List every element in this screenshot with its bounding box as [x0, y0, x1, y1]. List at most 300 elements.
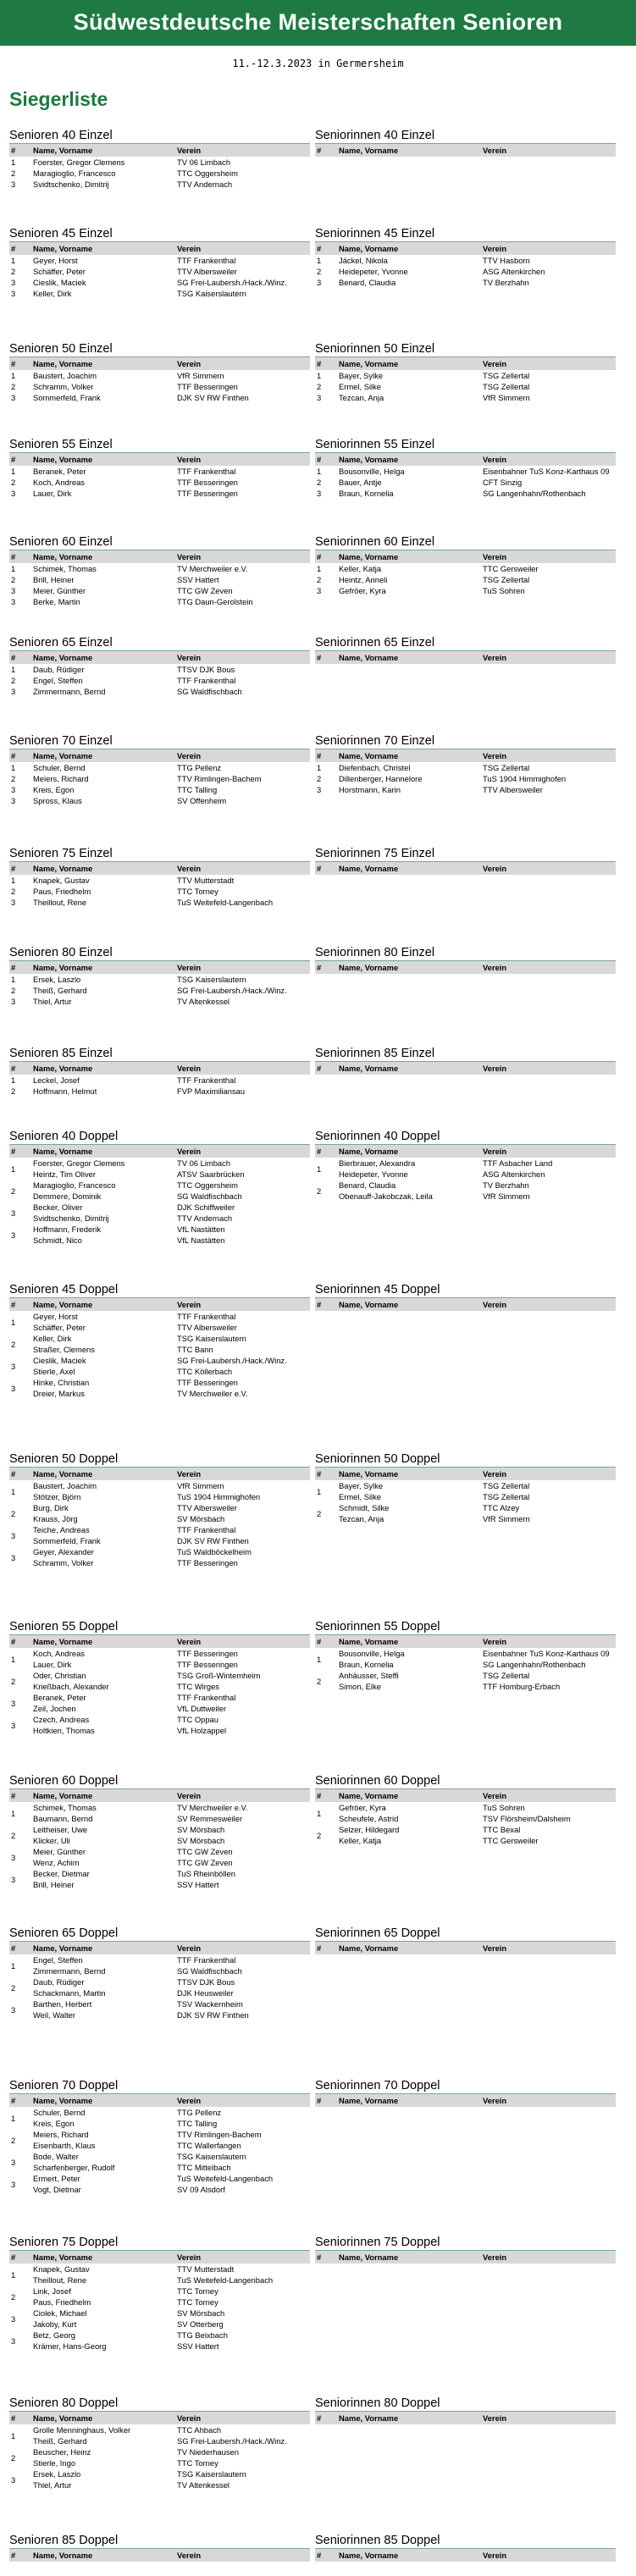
club-cell: TTG Daun-Gerolstein: [177, 597, 253, 606]
player-name-cell: Koch, Andreas: [33, 478, 85, 487]
column-header-place: #: [315, 749, 337, 762]
column-header-name: Name, Vorname: [31, 651, 175, 664]
player-name-cell: Schimek, Thomas: [33, 564, 97, 573]
player-name-cell: Gefröer, Kyra: [339, 586, 386, 595]
column-header-club: Verein: [175, 961, 310, 974]
category-title: Senioren 45 Doppel: [9, 1283, 310, 1298]
table-row: [315, 1824, 616, 1835]
club-cell: DJK Heusweiler: [177, 1988, 234, 1998]
place-cell: 2: [11, 986, 16, 995]
club-cell: TV Altenkessel: [177, 997, 230, 1006]
club-cell: SV Otterberg: [177, 2319, 224, 2329]
club-cell: TTC GW Zeven: [177, 586, 233, 595]
player-name-cell: Keller, Katja: [339, 564, 382, 573]
club-cell: TSG Zellertal: [483, 575, 530, 584]
place-cell: 3: [11, 997, 16, 1006]
category-senioren-70-einzel: [9, 734, 310, 806]
club-cell: TTV Rimlingen-Bachem: [177, 2130, 262, 2139]
club-cell: SG Frei-Laubersh./Hack./Winz.: [177, 278, 287, 287]
club-cell: SV Mörsbach: [177, 2308, 225, 2318]
table-row: [9, 157, 310, 168]
results-table: [315, 1145, 616, 1202]
club-cell: VfR Simmern: [483, 393, 530, 402]
event-date-location: 11.-12.3.2023 in Germersheim: [232, 58, 404, 69]
club-cell: TTV Andernach: [177, 1213, 233, 1223]
player-name-cell: Bauer, Antje: [339, 478, 382, 487]
table-row: [315, 1835, 616, 1846]
column-header-place: #: [315, 1298, 337, 1311]
category-title: Senioren 50 Doppel: [9, 1452, 310, 1468]
category-senioren-65-einzel: [9, 636, 310, 697]
player-name-cell: Svidtschenko, Dimitrij: [33, 1213, 109, 1223]
club-cell: TTF Frankenthal: [177, 1955, 236, 1965]
column-header-club: Verein: [175, 144, 310, 157]
table-row: [9, 266, 310, 277]
club-cell: SG Frei-Laubersh./Hack./Winz.: [177, 2436, 287, 2446]
column-header-club: Verein: [175, 1635, 310, 1648]
table-row: [9, 179, 310, 190]
club-cell: TV Berzhahn: [483, 278, 529, 287]
table-row: [9, 1355, 310, 1366]
club-cell: ASG Altenkirchen: [483, 1169, 545, 1179]
table-header-row: [9, 1942, 310, 1954]
table-row: [9, 596, 310, 607]
place-cell: 1: [11, 2269, 16, 2280]
page-title: Südwestdeutsche Meisterschaften Senioren: [73, 9, 563, 35]
table-row: [315, 1480, 616, 1491]
column-header-club: Verein: [481, 651, 616, 664]
table-row: [315, 1491, 616, 1502]
column-header-name: Name, Vorname: [31, 862, 175, 875]
club-cell: TTF Besseringen: [177, 382, 238, 391]
table-row: [9, 795, 310, 806]
table-row: [9, 1879, 310, 1890]
place-cell: 2: [317, 774, 322, 783]
column-header-name: Name, Vorname: [31, 453, 175, 466]
table-row: [315, 563, 616, 574]
place-cell: 1: [11, 1654, 16, 1664]
table-row: [9, 1224, 310, 1235]
club-cell: TSG Zellertal: [483, 371, 530, 380]
category-seniorinnen-55-doppel: [315, 1620, 616, 1692]
table-header-row: [9, 144, 310, 157]
table-row: [315, 488, 616, 499]
player-name-cell: Scheufele, Astrid: [339, 1814, 399, 1823]
place-cell: 1: [11, 564, 16, 573]
place-cell: 2: [11, 1086, 16, 1096]
results-table: [9, 1298, 310, 1399]
category-seniorinnen-85-einzel: [315, 1047, 616, 1075]
player-name-cell: Theiß, Gerhard: [33, 2436, 87, 2446]
column-header-place: #: [315, 1789, 337, 1802]
player-name-cell: Demmere, Dominik: [33, 1191, 102, 1201]
category-title: Senioren 65 Einzel: [9, 636, 310, 651]
player-name-cell: Krauss, Jörg: [33, 1514, 78, 1523]
results-table: [9, 2251, 310, 2352]
player-name-cell: Baustert, Joachim: [33, 1481, 97, 1490]
player-name-cell: Hinke, Christian: [33, 1378, 90, 1387]
table-row: [9, 2319, 310, 2330]
table-row: [9, 985, 310, 996]
column-header-name: Name, Vorname: [337, 1062, 481, 1075]
column-header-name: Name, Vorname: [337, 2412, 481, 2424]
results-table: [315, 961, 616, 974]
table-row: [9, 974, 310, 985]
club-cell: TTF Asbacher Land: [483, 1158, 553, 1168]
results-table: [315, 1789, 616, 1846]
club-cell: TTC Torney: [177, 887, 218, 896]
place-cell: 2: [11, 169, 16, 178]
player-name-cell: Schuler, Bernd: [33, 763, 86, 772]
club-cell: TTC Wallerfangen: [177, 2141, 241, 2150]
player-name-cell: Sommerfeld, Frank: [33, 1536, 101, 1545]
table-row: [9, 1714, 310, 1725]
table-row: [9, 886, 310, 897]
table-row: [9, 2435, 310, 2446]
category-senioren-55-doppel: [9, 1620, 310, 1736]
club-cell: ATSV Saarbrücken: [177, 1169, 245, 1179]
player-name-cell: Dreier, Markus: [33, 1389, 85, 1398]
player-name-cell: Maragioglio, Francesco: [33, 1180, 116, 1190]
club-cell: TTC Bexal: [483, 1825, 521, 1834]
player-name-cell: Brill, Heiner: [33, 1880, 75, 1889]
club-cell: TTF Besseringen: [177, 1649, 238, 1658]
column-header-club: Verein: [175, 453, 310, 466]
player-name-cell: Obenauff-Jakobczak, Leila: [339, 1191, 433, 1201]
column-header-place: #: [315, 2412, 337, 2424]
player-name-cell: Czech, Andreas: [33, 1715, 90, 1724]
club-cell: TV Niederhausen: [177, 2447, 239, 2457]
club-cell: TuS Rheinböllen: [177, 1869, 235, 1878]
table-row: [9, 1546, 310, 1557]
player-name-cell: Heintz, Tim Oliver: [33, 1169, 96, 1179]
player-name-cell: Kreis, Egon: [33, 785, 75, 794]
table-row: [9, 2457, 310, 2468]
place-cell: 2: [317, 382, 322, 391]
category-title: Senioren 40 Doppel: [9, 1130, 310, 1145]
table-row: [9, 1868, 310, 1879]
column-header-name: Name, Vorname: [31, 1298, 175, 1311]
column-header-place: #: [315, 453, 337, 466]
column-header-club: Verein: [175, 1062, 310, 1075]
player-name-cell: Beuscher, Heinz: [33, 2447, 91, 2457]
club-cell: TTC Mittelbach: [177, 2163, 231, 2172]
category-senioren-65-doppel: [9, 1926, 310, 2020]
category-seniorinnen-40-einzel: [315, 129, 616, 157]
table-row: [9, 488, 310, 499]
player-name-cell: Schimek, Thomas: [33, 1803, 97, 1812]
club-cell: TTG Pellenz: [177, 763, 222, 772]
player-name-cell: Daub, Rüdiger: [33, 665, 85, 674]
club-cell: TSG Kaiserslautern: [177, 289, 246, 298]
club-cell: TSG Zellertal: [483, 763, 530, 772]
table-header-row: [315, 862, 616, 875]
player-name-cell: Betz, Georg: [33, 2330, 76, 2340]
table-row: [9, 1333, 310, 1344]
column-header-place: #: [315, 2549, 337, 2562]
place-cell: 3: [11, 2474, 16, 2485]
club-cell: TTF Besseringen: [177, 1378, 238, 1387]
table-row: [9, 2264, 310, 2275]
player-name-cell: Link, Josef: [33, 2286, 71, 2296]
table-row: [9, 574, 310, 585]
category-seniorinnen-60-doppel: [315, 1774, 616, 1846]
category-seniorinnen-65-doppel: [315, 1926, 616, 1954]
place-cell: 2: [11, 478, 16, 487]
player-name-cell: Knapek, Gustav: [33, 2264, 90, 2274]
player-name-cell: Keller, Dirk: [33, 1334, 72, 1343]
place-cell: 1: [317, 564, 322, 573]
table-row: [9, 773, 310, 784]
table-row: [315, 1681, 616, 1692]
club-cell: TSG Kaiserslautern: [177, 1334, 246, 1343]
category-title: Seniorinnen 70 Einzel: [315, 734, 616, 749]
table-row: [9, 255, 310, 266]
player-name-cell: Benard, Claudia: [339, 1180, 396, 1190]
results-table: [9, 144, 310, 190]
player-name-cell: Ersek, Laszlo: [33, 2469, 81, 2479]
club-cell: TTC Gersweiler: [483, 1836, 539, 1845]
table-row: [315, 266, 616, 277]
table-row: [315, 381, 616, 392]
club-cell: TTSV DJK Bous: [177, 1977, 235, 1987]
player-name-cell: Ermel, Silke: [339, 1492, 382, 1501]
club-cell: TTC Köllerbach: [177, 1367, 233, 1376]
column-header-club: Verein: [175, 1468, 310, 1480]
table-row: [315, 1169, 616, 1180]
club-cell: TTC GW Zeven: [177, 1858, 233, 1867]
category-title: Seniorinnen 70 Doppel: [315, 2079, 616, 2094]
player-name-cell: Schmidt, Silke: [339, 1503, 390, 1512]
column-header-name: Name, Vorname: [31, 2549, 175, 2562]
table-row: [9, 1366, 310, 1377]
results-table: [315, 1298, 616, 1311]
column-header-name: Name, Vorname: [31, 2094, 175, 2107]
player-name-cell: Meiers, Richard: [33, 2130, 89, 2139]
table-row: [315, 1802, 616, 1813]
club-cell: DJK Schiffweiler: [177, 1202, 235, 1212]
table-header-row: [9, 961, 310, 974]
category-seniorinnen-80-einzel: [315, 946, 616, 974]
player-name-cell: Bayer, Sylke: [339, 1481, 384, 1490]
table-row: [9, 1954, 310, 1965]
category-title: Senioren 80 Einzel: [9, 946, 310, 961]
column-header-club: Verein: [175, 550, 310, 563]
column-header-place: #: [9, 2251, 31, 2264]
player-name-cell: Dillenberger, Hannelore: [339, 774, 423, 783]
column-header-place: #: [9, 2412, 31, 2424]
table-row: [9, 2173, 310, 2184]
category-senioren-45-einzel: [9, 227, 310, 299]
player-name-cell: Hoffmann, Frederik: [33, 1224, 102, 1234]
column-header-place: #: [315, 1635, 337, 1648]
player-name-cell: Koch, Andreas: [33, 1649, 85, 1658]
player-name-cell: Tezcan, Anja: [339, 1514, 384, 1523]
place-cell: 3: [11, 2004, 16, 2015]
player-name-cell: Grolle Menninghaus, Volker: [33, 2425, 131, 2435]
place-cell: 3: [11, 1720, 16, 1730]
table-header-row: [315, 453, 616, 466]
column-header-club: Verein: [481, 1145, 616, 1158]
club-cell: SV Offenheim: [177, 796, 227, 805]
category-title: Seniorinnen 85 Einzel: [315, 1047, 616, 1062]
place-cell: 3: [11, 1208, 16, 1218]
club-cell: SV 09 Alsdorf: [177, 2185, 225, 2194]
club-cell: TTF Besseringen: [177, 1558, 238, 1567]
column-header-place: #: [9, 1145, 31, 1158]
table-row: [315, 784, 616, 795]
results-table: [9, 453, 310, 499]
player-name-cell: Cieslik, Maciek: [33, 1356, 86, 1365]
club-cell: TTSV DJK Bous: [177, 665, 235, 674]
column-header-name: Name, Vorname: [31, 1062, 175, 1075]
table-row: [9, 392, 310, 403]
category-senioren-75-einzel: [9, 847, 310, 908]
category-title: Seniorinnen 80 Einzel: [315, 946, 616, 961]
club-cell: TuS 1904 Himmighofen: [483, 774, 567, 783]
club-cell: TTC Oggersheim: [177, 169, 238, 178]
place-cell: 3: [11, 489, 16, 498]
club-cell: TSV Wackernheim: [177, 1999, 243, 2009]
results-table: [315, 2094, 616, 2107]
player-name-cell: Geyer, Horst: [33, 1312, 78, 1321]
category-title: Seniorinnen 75 Doppel: [315, 2236, 616, 2251]
category-title: Seniorinnen 50 Einzel: [315, 342, 616, 357]
table-header-row: [315, 1635, 616, 1648]
club-cell: TSG Zellertal: [483, 382, 530, 391]
player-name-cell: Zimmermann, Bernd: [33, 687, 106, 696]
table-row: [315, 370, 616, 381]
club-cell: FVP Maximiliansau: [177, 1086, 246, 1096]
club-cell: TTF Frankenthal: [177, 256, 236, 265]
club-cell: TTG Beixbach: [177, 2330, 228, 2340]
player-name-cell: Paus, Friedhelm: [33, 2297, 91, 2307]
player-name-cell: Bode, Walter: [33, 2152, 79, 2161]
place-cell: 3: [11, 1230, 16, 1240]
column-header-place: #: [9, 2549, 31, 2562]
place-cell: 2: [11, 1982, 16, 1993]
place-cell: 3: [11, 278, 16, 287]
column-header-place: #: [315, 2094, 337, 2107]
category-seniorinnen-55-einzel: [315, 438, 616, 499]
category-title: Seniorinnen 40 Doppel: [315, 1130, 616, 1145]
player-name-cell: Thiel, Artur: [33, 2480, 72, 2490]
club-cell: SV Mörsbach: [177, 1836, 225, 1845]
place-cell: 2: [317, 267, 322, 276]
club-cell: TTV Rimlingen-Bachem: [177, 774, 262, 783]
category-senioren-50-einzel: [9, 342, 310, 403]
category-senioren-85-doppel: [9, 2534, 310, 2562]
club-cell: TTF Frankenthal: [177, 1312, 236, 1321]
table-row: [9, 1835, 310, 1846]
player-name-cell: Scharfenberger, Rudolf: [33, 2163, 115, 2172]
player-name-cell: Keller, Katja: [339, 1836, 382, 1845]
player-name-cell: Schmidt, Nico: [33, 1235, 82, 1245]
table-header-row: [9, 862, 310, 875]
table-row: [315, 762, 616, 773]
results-table: [9, 2094, 310, 2195]
player-name-cell: Paus, Friedhelm: [33, 887, 91, 896]
place-cell: 1: [11, 876, 16, 885]
player-name-cell: Theillout, Rene: [33, 2275, 87, 2285]
club-cell: TuS Sohren: [483, 1803, 525, 1812]
table-row: [9, 563, 310, 574]
player-name-cell: Schramm, Volker: [33, 1558, 94, 1567]
results-table: [315, 1635, 616, 1692]
table-row: [9, 1344, 310, 1355]
club-cell: TTF Besseringen: [177, 1660, 238, 1669]
table-row: [9, 466, 310, 477]
table-header-row: [9, 651, 310, 664]
player-name-cell: Anhäusser, Steffi: [339, 1671, 399, 1680]
table-row: [315, 1648, 616, 1659]
table-header-row: [9, 1298, 310, 1311]
category-seniorinnen-70-doppel: [315, 2079, 616, 2107]
club-cell: SV Mörsbach: [177, 1825, 225, 1834]
column-header-name: Name, Vorname: [337, 1942, 481, 1954]
table-row: [9, 2297, 310, 2308]
table-header-row: [315, 242, 616, 255]
club-cell: SG Waldfischbach: [177, 1966, 242, 1976]
table-row: [9, 1824, 310, 1835]
player-name-cell: Schäffer, Peter: [33, 1323, 86, 1332]
table-row: [9, 1987, 310, 1998]
column-header-name: Name, Vorname: [337, 550, 481, 563]
table-row: [9, 2129, 310, 2140]
table-header-row: [315, 144, 616, 157]
club-cell: SG Langenhahn/Rothenbach: [483, 489, 586, 498]
place-cell: 1: [11, 1486, 16, 1496]
category-title: Senioren 65 Doppel: [9, 1926, 310, 1942]
place-cell: 2: [11, 2135, 16, 2145]
column-header-club: Verein: [481, 961, 616, 974]
column-header-name: Name, Vorname: [337, 1635, 481, 1648]
column-header-place: #: [9, 749, 31, 762]
category-title: Senioren 60 Doppel: [9, 1774, 310, 1789]
player-name-cell: Stötzer, Björn: [33, 1492, 81, 1501]
club-cell: TSG Kaiserslautern: [177, 975, 246, 984]
table-row: [9, 2330, 310, 2341]
category-title: Senioren 50 Einzel: [9, 342, 310, 357]
results-table: [9, 651, 310, 697]
results-table: [315, 2549, 616, 2562]
place-cell: 1: [11, 158, 16, 167]
place-cell: 1: [11, 1164, 16, 1174]
player-name-cell: Cieslik, Maciek: [33, 278, 86, 287]
club-cell: TSV Flörsheim/Dalsheim: [483, 1814, 571, 1823]
column-header-place: #: [315, 357, 337, 370]
column-header-name: Name, Vorname: [31, 242, 175, 255]
place-cell: 1: [317, 1808, 322, 1818]
player-name-cell: Maragioglio, Francesco: [33, 169, 116, 178]
player-name-cell: Bayer, Sylke: [339, 371, 384, 380]
column-header-name: Name, Vorname: [337, 144, 481, 157]
table-row: [315, 1513, 616, 1524]
club-cell: TuS Sohren: [483, 586, 525, 595]
place-cell: 3: [11, 1698, 16, 1708]
player-name-cell: Becker, Dietmar: [33, 1869, 90, 1878]
table-header-row: [315, 961, 616, 974]
column-header-club: Verein: [175, 2549, 310, 2562]
column-header-place: #: [315, 651, 337, 664]
club-cell: TV Merchweiler e.V.: [177, 1803, 248, 1812]
results-table: [9, 2549, 310, 2562]
category-senioren-80-einzel: [9, 946, 310, 1007]
table-row: [9, 288, 310, 299]
category-senioren-55-einzel: [9, 438, 310, 499]
column-header-place: #: [9, 1062, 31, 1075]
player-name-cell: Meier, Günther: [33, 586, 86, 595]
